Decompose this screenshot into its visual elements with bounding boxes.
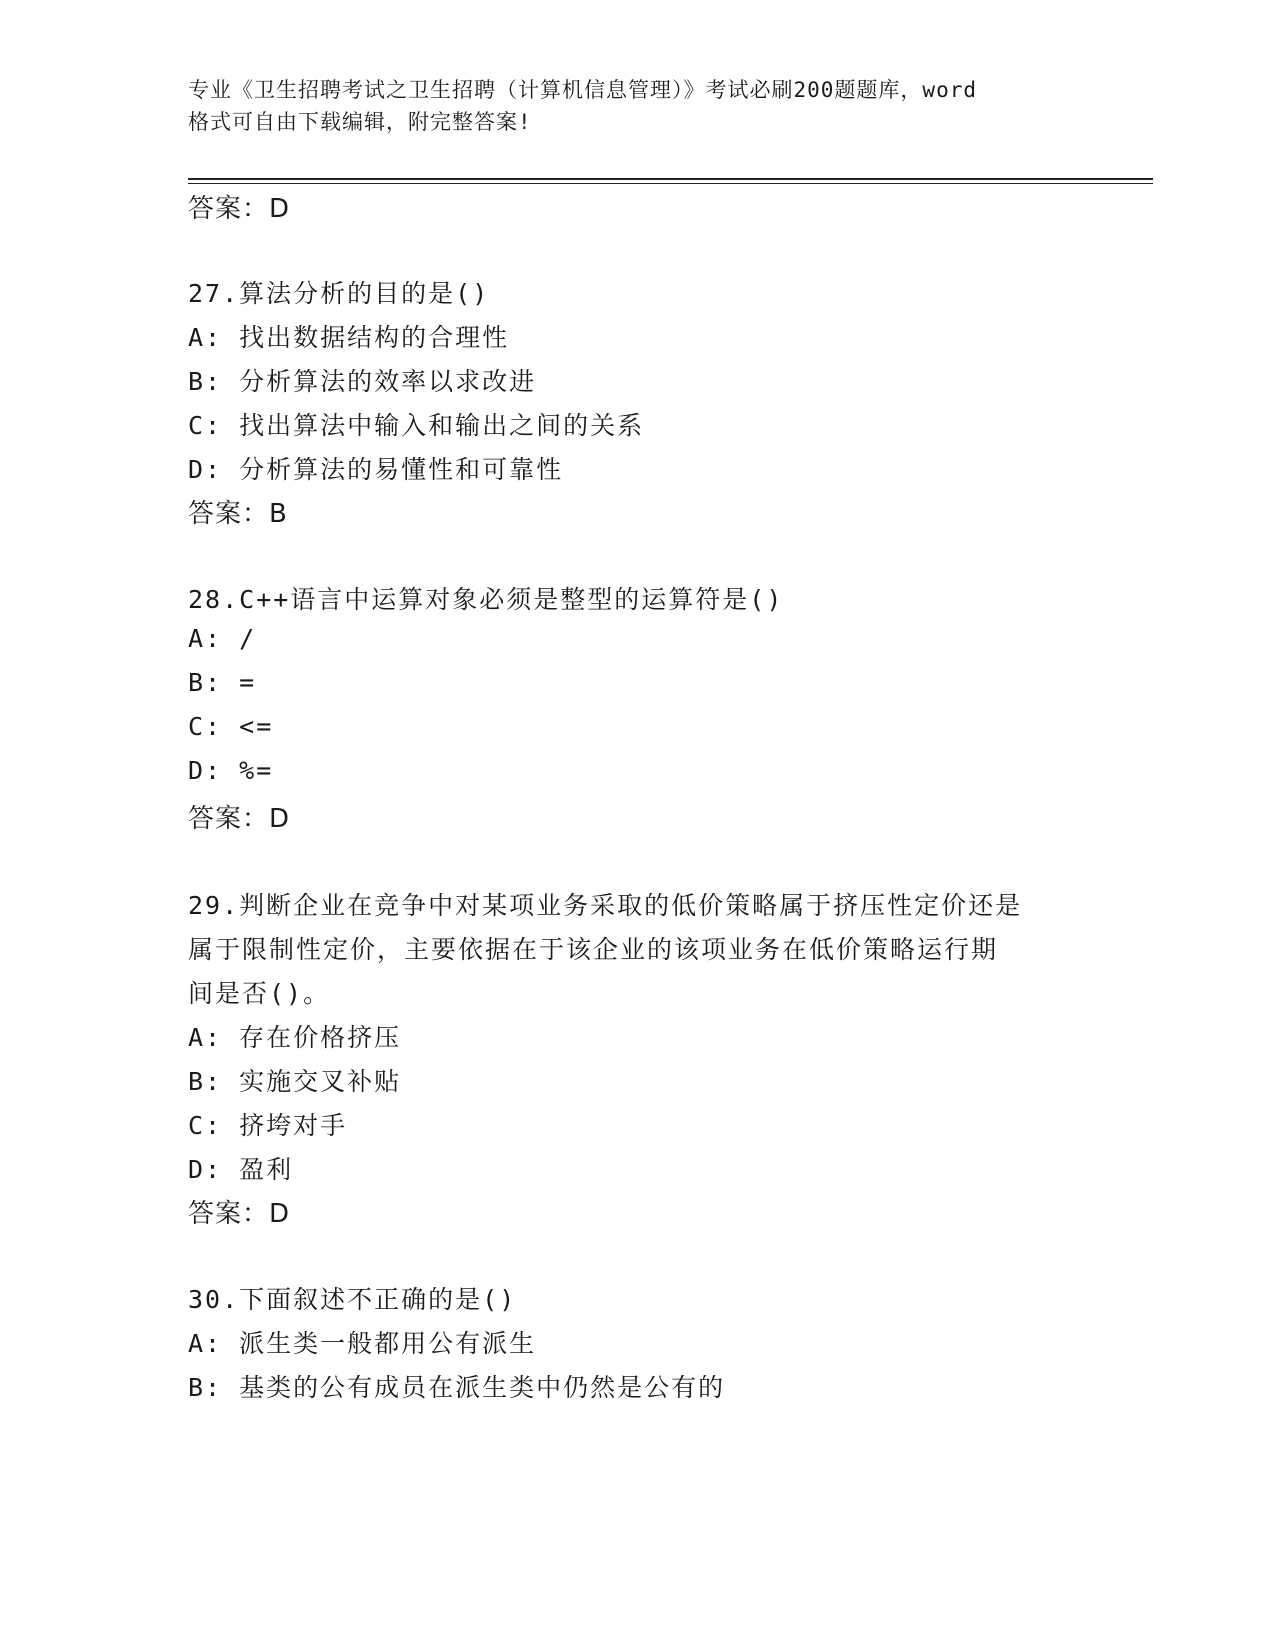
question-28-answer: 答案：D — [188, 804, 291, 834]
question-28-option-d: D: %= — [188, 756, 274, 785]
header-divider-thick — [188, 178, 1153, 180]
question-27-option-c: C: 找出算法中输入和输出之间的关系 — [188, 411, 645, 440]
question-27-option-d: D: 分析算法的易懂性和可靠性 — [188, 455, 564, 484]
question-30-option-b: B: 基类的公有成员在派生类中仍然是公有的 — [188, 1373, 726, 1402]
question-28-option-a: A: / — [188, 624, 257, 653]
question-27-option-a: A: 找出数据结构的合理性 — [188, 323, 510, 352]
question-30-option-a: A: 派生类一般都用公有派生 — [188, 1329, 537, 1358]
question-29-option-c: C: 挤垮对手 — [188, 1111, 348, 1140]
question-28-stem: 28.C++语言中运算对象必须是整型的运算符是() — [188, 585, 784, 614]
question-29-answer: 答案：D — [188, 1199, 291, 1229]
header-line-1: 专业《卫生招聘考试之卫生招聘（计算机信息管理）》考试必刷200题题库，word — [188, 78, 977, 102]
question-29-stem-line-3: 间是否()。 — [188, 979, 331, 1008]
question-28-option-b: B: = — [188, 668, 257, 697]
question-27-answer: 答案：B — [188, 499, 288, 529]
question-27-option-b: B: 分析算法的效率以求改进 — [188, 367, 537, 396]
question-27-stem: 27.算法分析的目的是() — [188, 279, 490, 308]
question-28-option-c: C: <= — [188, 712, 274, 741]
question-29-option-a: A: 存在价格挤压 — [188, 1023, 402, 1052]
header-line-2: 格式可自由下载编辑，附完整答案! — [188, 110, 532, 134]
question-30-stem: 30.下面叙述不正确的是() — [188, 1285, 517, 1314]
question-29-stem-line-1: 29.判断企业在竞争中对某项业务采取的低价策略属于挤压性定价还是 — [188, 891, 1023, 920]
answer-prev: 答案：D — [188, 194, 291, 224]
header-divider-thin — [188, 183, 1153, 184]
document-header — [188, 74, 1088, 138]
question-29-stem-line-2: 属于限制性定价，主要依据在于该企业的该项业务在低价策略运行期 — [188, 935, 999, 964]
question-29-option-d: D: 盈利 — [188, 1155, 294, 1184]
question-29-option-b: B: 实施交叉补贴 — [188, 1067, 402, 1096]
